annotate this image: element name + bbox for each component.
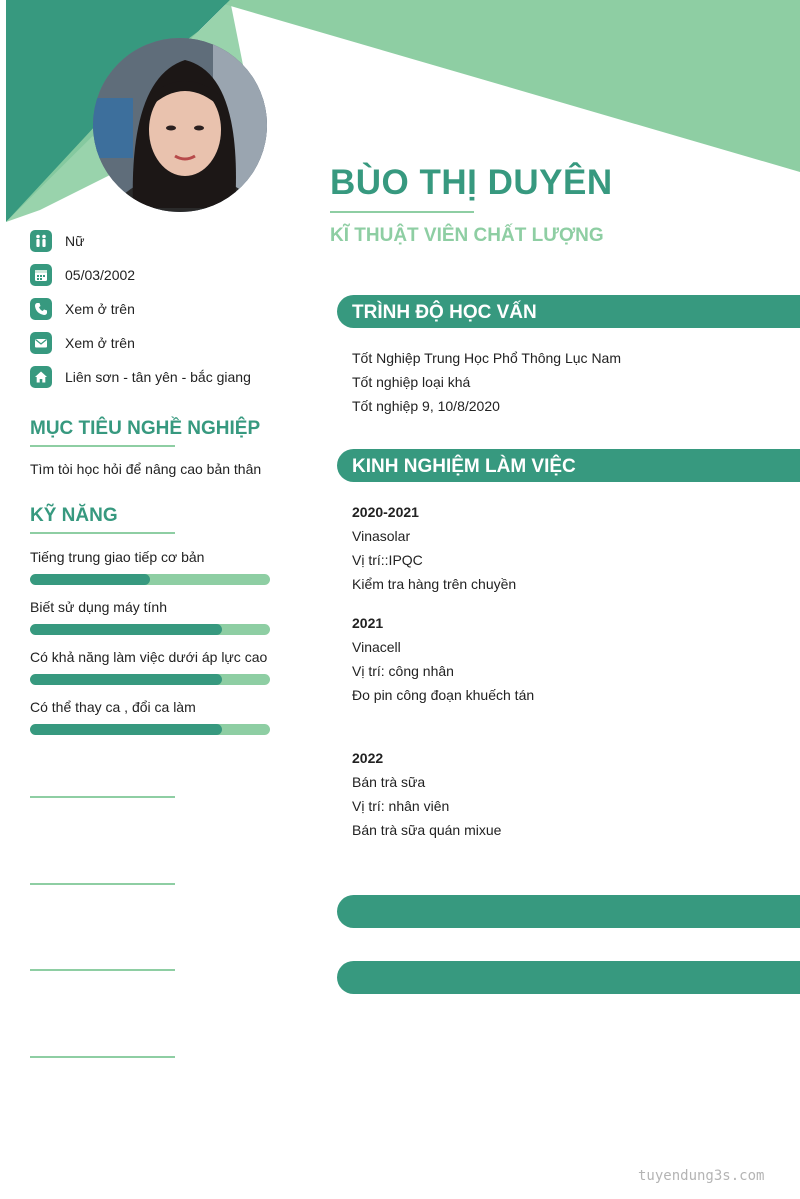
experience-year: 2021	[352, 615, 384, 631]
skills-divider	[30, 532, 175, 534]
info-birthday	[30, 258, 251, 292]
gender-icon	[30, 230, 52, 252]
skill-item	[30, 548, 270, 598]
skill-bar	[30, 624, 270, 635]
experience-position: Vị trí: công nhân	[352, 663, 454, 679]
profile-photo	[93, 38, 267, 212]
skill-item	[30, 598, 270, 648]
skill-bar-fill	[30, 674, 222, 685]
education-heading: TRÌNH ĐỘ HỌC VẤN	[337, 295, 800, 328]
home-icon	[30, 366, 52, 388]
experience-description: Bán trà sữa quán mixue	[352, 822, 502, 838]
empty-section-divider	[30, 883, 175, 885]
skill-bar	[30, 574, 270, 585]
phone-icon	[30, 298, 52, 320]
skill-bar-fill	[30, 624, 222, 635]
experience-company: Vinacell	[352, 639, 401, 655]
empty-section-bar	[337, 895, 800, 928]
skill-bar-fill	[30, 574, 150, 585]
experience-year: 2022	[352, 750, 384, 766]
education-line: Tốt Nghiệp Trung Học Phổ Thông Lục Nam	[352, 350, 622, 366]
skill-name: Có thể thay ca , đổi ca làm	[30, 699, 196, 715]
education-line: Tốt nghiệp loại khá	[352, 374, 471, 390]
info-address-text: Liên sơn - tân yên - bắc giang	[65, 369, 251, 385]
info-phone-text: Xem ở trên	[65, 301, 135, 317]
personal-info	[30, 224, 251, 394]
skill-bar-fill	[30, 724, 222, 735]
education-line: Tốt nghiệp 9, 10/8/2020	[352, 398, 500, 414]
skills-heading: KỸ NĂNG	[30, 505, 118, 526]
experience-entry	[352, 749, 501, 845]
skill-bar	[30, 674, 270, 685]
skill-name: Tiếng trung giao tiếp cơ bản	[30, 549, 205, 565]
experience-position: Vị trí::IPQC	[352, 552, 423, 568]
email-icon	[30, 332, 52, 354]
skill-name: Biết sử dụng máy tính	[30, 599, 167, 615]
empty-section-divider	[30, 796, 175, 798]
experience-company: Bán trà sữa	[352, 774, 426, 790]
empty-section-divider	[30, 969, 175, 971]
info-email-text: Xem ở trên	[65, 335, 135, 351]
skill-item	[30, 698, 270, 748]
skill-bar	[30, 724, 270, 735]
calendar-icon	[30, 264, 52, 286]
info-address	[30, 360, 251, 394]
name-divider	[330, 211, 474, 213]
info-phone	[30, 292, 251, 326]
empty-section-bar	[337, 961, 800, 994]
objective-text: Tìm tòi học hỏi để nâng cao bản thân	[30, 461, 262, 477]
info-gender	[30, 224, 251, 258]
experience-heading: KINH NGHIỆM LÀM VIỆC	[337, 449, 800, 482]
candidate-name: BÙO THỊ DUYÊN	[330, 163, 613, 202]
experience-entry	[352, 614, 534, 710]
experience-year: 2020-2021	[352, 504, 419, 520]
objective-heading: MỤC TIÊU NGHỀ NGHIỆP	[30, 418, 261, 439]
info-gender-text: Nữ	[65, 233, 85, 249]
objective-divider	[30, 445, 175, 447]
experience-description: Kiểm tra hàng trên chuyền	[352, 576, 517, 592]
skill-item	[30, 648, 270, 698]
empty-section-divider	[30, 1056, 175, 1058]
info-birthday-text: 05/03/2002	[65, 267, 136, 283]
watermark: tuyendung3s.com	[638, 1168, 765, 1184]
experience-position: Vị trí: nhân viên	[352, 798, 450, 814]
skills-list	[30, 548, 270, 748]
experience-entry	[352, 503, 516, 599]
info-email	[30, 326, 251, 360]
experience-description: Đo pin công đoạn khuếch tán	[352, 687, 535, 703]
experience-company: Vinasolar	[352, 528, 411, 544]
skill-name: Có khả năng làm việc dưới áp lực cao	[30, 649, 268, 665]
job-title: KĨ THUẬT VIÊN CHẤT LƯỢNG	[330, 225, 604, 246]
